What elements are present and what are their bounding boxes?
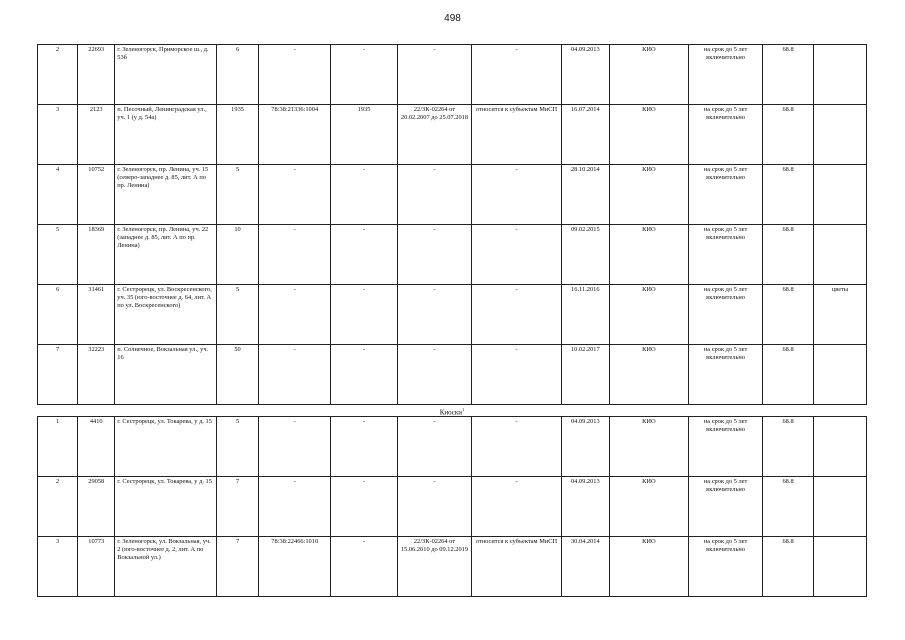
section-footnote-mark: 1 bbox=[462, 407, 465, 412]
cell-term: на срок до 5 лет включительно bbox=[689, 105, 763, 165]
cell-code: 68.8 bbox=[763, 45, 814, 105]
cell-year: 1935 bbox=[331, 105, 398, 165]
cell-row-number: 7 bbox=[38, 345, 78, 405]
cell-note bbox=[813, 537, 866, 597]
cell-term: на срок до 5 лет включительно bbox=[689, 285, 763, 345]
cell-address: г. Сестрорецк, ул. Воскресенского, уч. 35 (юго-восточнее д. 64, лит. А по ул. Воскресенского) bbox=[115, 285, 217, 345]
cell-date: 10.02.2017 bbox=[562, 345, 610, 405]
registry-table-kiosks bbox=[37, 416, 867, 597]
cell-area: 7 bbox=[216, 537, 258, 597]
cell-term: на срок до 5 лет включительно bbox=[689, 225, 763, 285]
cell-contract: - bbox=[397, 417, 471, 477]
cell-row-number: 1 bbox=[38, 417, 78, 477]
cell-contract: 22/ЗК-02264 от 20.02.2007 до 25.07.2018 bbox=[397, 105, 471, 165]
cell-status: - bbox=[472, 165, 562, 225]
cell-status: - bbox=[472, 285, 562, 345]
cell-row-number: 2 bbox=[38, 45, 78, 105]
cell-note bbox=[813, 477, 866, 537]
cell-address: г. Зеленогорск, пр. Ленина, уч. 22 (западнее д. 85, лит. А по пр. Ленина) bbox=[115, 225, 217, 285]
table-row bbox=[38, 105, 867, 165]
cell-note bbox=[813, 45, 866, 105]
cell-note bbox=[813, 105, 866, 165]
cell-date: 16.07.2014 bbox=[562, 105, 610, 165]
registry-table-top bbox=[37, 44, 867, 405]
cell-row-number: 6 bbox=[38, 285, 78, 345]
cell-object-id: 2123 bbox=[78, 105, 115, 165]
cell-organization: КИО bbox=[609, 537, 688, 597]
cell-year: - bbox=[331, 285, 398, 345]
cell-term: на срок до 5 лет включительно bbox=[689, 165, 763, 225]
cell-term: на срок до 5 лет включительно bbox=[689, 537, 763, 597]
cell-object-id: 4410 bbox=[78, 417, 115, 477]
cell-address: г. Сестрорецк, ул. Токарева, у д. 15 bbox=[115, 477, 217, 537]
cell-note bbox=[813, 165, 866, 225]
cell-code: 68.8 bbox=[763, 417, 814, 477]
cell-object-id: 22693 bbox=[78, 45, 115, 105]
cell-contract: - bbox=[397, 225, 471, 285]
cell-organization: КИО bbox=[609, 477, 688, 537]
cell-year: - bbox=[331, 165, 398, 225]
cell-organization: КИО bbox=[609, 417, 688, 477]
cell-object-id: 32223 bbox=[78, 345, 115, 405]
cell-year: - bbox=[331, 345, 398, 405]
table-row bbox=[38, 537, 867, 597]
cell-year: - bbox=[331, 537, 398, 597]
cell-area: 10 bbox=[216, 225, 258, 285]
cell-area: 50 bbox=[216, 345, 258, 405]
cell-object-id: 31461 bbox=[78, 285, 115, 345]
cell-year: - bbox=[331, 417, 398, 477]
cell-code: 68.8 bbox=[763, 477, 814, 537]
cell-organization: КИО bbox=[609, 285, 688, 345]
cell-term: на срок до 5 лет включительно bbox=[689, 417, 763, 477]
cell-cadastral-number: 78:38:21336:1004 bbox=[259, 105, 331, 165]
cell-status: - bbox=[472, 417, 562, 477]
cell-organization: КИО bbox=[609, 45, 688, 105]
cell-contract: - bbox=[397, 477, 471, 537]
cell-date: 28.10.2014 bbox=[562, 165, 610, 225]
cell-cadastral-number: 78:38:22466:1010 bbox=[259, 537, 331, 597]
cell-object-id: 10752 bbox=[78, 165, 115, 225]
cell-address: г. Зеленогорск, ул. Вокзальная, уч. 2 (юго-восточнее д. 2, лит. А по Вокзальной ул.) bbox=[115, 537, 217, 597]
cell-row-number: 2 bbox=[38, 477, 78, 537]
cell-area: 6 bbox=[216, 45, 258, 105]
cell-year: - bbox=[331, 477, 398, 537]
cell-object-id: 29058 bbox=[78, 477, 115, 537]
cell-code: 68.8 bbox=[763, 285, 814, 345]
cell-contract: - bbox=[397, 345, 471, 405]
cell-term: на срок до 5 лет включительно bbox=[689, 345, 763, 405]
cell-term: на срок до 5 лет включительно bbox=[689, 477, 763, 537]
cell-address: п. Солнечное, Вокзальная ул., уч. 16 bbox=[115, 345, 217, 405]
cell-row-number: 4 bbox=[38, 165, 78, 225]
cell-code: 68.8 bbox=[763, 225, 814, 285]
cell-address: г. Зеленогорск, пр. Ленина, уч. 15 (северо-западнее д. 85, лит. А по пр. Ленина) bbox=[115, 165, 217, 225]
cell-area: 5 bbox=[216, 417, 258, 477]
cell-date: 16.11.2016 bbox=[562, 285, 610, 345]
table-row bbox=[38, 45, 867, 105]
cell-code: 68.8 bbox=[763, 345, 814, 405]
cell-contract: - bbox=[397, 165, 471, 225]
cell-address: г. Зеленогорск, Приморское ш., д. 53б bbox=[115, 45, 217, 105]
cell-cadastral-number: - bbox=[259, 477, 331, 537]
cell-date: 09.02.2015 bbox=[562, 225, 610, 285]
cell-date: 04.09.2013 bbox=[562, 477, 610, 537]
cell-code: 68.8 bbox=[763, 105, 814, 165]
cell-row-number: 3 bbox=[38, 105, 78, 165]
cell-row-number: 5 bbox=[38, 225, 78, 285]
cell-contract: 22/ЗК-02264 от 15.06.2010 до 09.12.2019 bbox=[397, 537, 471, 597]
page-number: 498 bbox=[444, 13, 461, 24]
cell-note bbox=[813, 225, 866, 285]
table-row bbox=[38, 477, 867, 537]
cell-date: 04.09.2013 bbox=[562, 417, 610, 477]
cell-contract: - bbox=[397, 45, 471, 105]
cell-status: относится к субъектам МиСП bbox=[472, 537, 562, 597]
cell-year: - bbox=[331, 45, 398, 105]
cell-organization: КИО bbox=[609, 225, 688, 285]
cell-status: относится к субъектам МиСП bbox=[472, 105, 562, 165]
cell-cadastral-number: - bbox=[259, 285, 331, 345]
cell-cadastral-number: - bbox=[259, 417, 331, 477]
cell-note: цветы bbox=[813, 285, 866, 345]
table-row bbox=[38, 345, 867, 405]
cell-code: 68.8 bbox=[763, 537, 814, 597]
cell-area: 7 bbox=[216, 477, 258, 537]
cell-status: - bbox=[472, 225, 562, 285]
cell-status: - bbox=[472, 45, 562, 105]
cell-code: 68.8 bbox=[763, 165, 814, 225]
table-row bbox=[38, 165, 867, 225]
cell-contract: - bbox=[397, 285, 471, 345]
cell-organization: КИО bbox=[609, 345, 688, 405]
table-row bbox=[38, 225, 867, 285]
cell-cadastral-number: - bbox=[259, 345, 331, 405]
table-row bbox=[38, 285, 867, 345]
cell-note bbox=[813, 417, 866, 477]
cell-date: 04.09.2013 bbox=[562, 45, 610, 105]
cell-date: 30.04.2014 bbox=[562, 537, 610, 597]
cell-term: на срок до 5 лет включительно bbox=[689, 45, 763, 105]
cell-object-id: 18369 bbox=[78, 225, 115, 285]
cell-status: - bbox=[472, 477, 562, 537]
cell-year: - bbox=[331, 225, 398, 285]
cell-cadastral-number: - bbox=[259, 45, 331, 105]
cell-object-id: 10773 bbox=[78, 537, 115, 597]
section-title-text: Киоски bbox=[439, 408, 463, 417]
cell-area: 5 bbox=[216, 165, 258, 225]
cell-address: п. Песочный, Ленинградская ул., уч. 1 (у д. 54а) bbox=[115, 105, 217, 165]
cell-status: - bbox=[472, 345, 562, 405]
cell-area: 5 bbox=[216, 285, 258, 345]
cell-organization: КИО bbox=[609, 165, 688, 225]
cell-organization: КИО bbox=[609, 105, 688, 165]
cell-note bbox=[813, 345, 866, 405]
cell-cadastral-number: - bbox=[259, 165, 331, 225]
cell-area: 1935 bbox=[216, 105, 258, 165]
cell-row-number: 3 bbox=[38, 537, 78, 597]
cell-cadastral-number: - bbox=[259, 225, 331, 285]
table-row bbox=[38, 417, 867, 477]
cell-address: г. Сестрорецк, ул. Токарева, у д. 15 bbox=[115, 417, 217, 477]
